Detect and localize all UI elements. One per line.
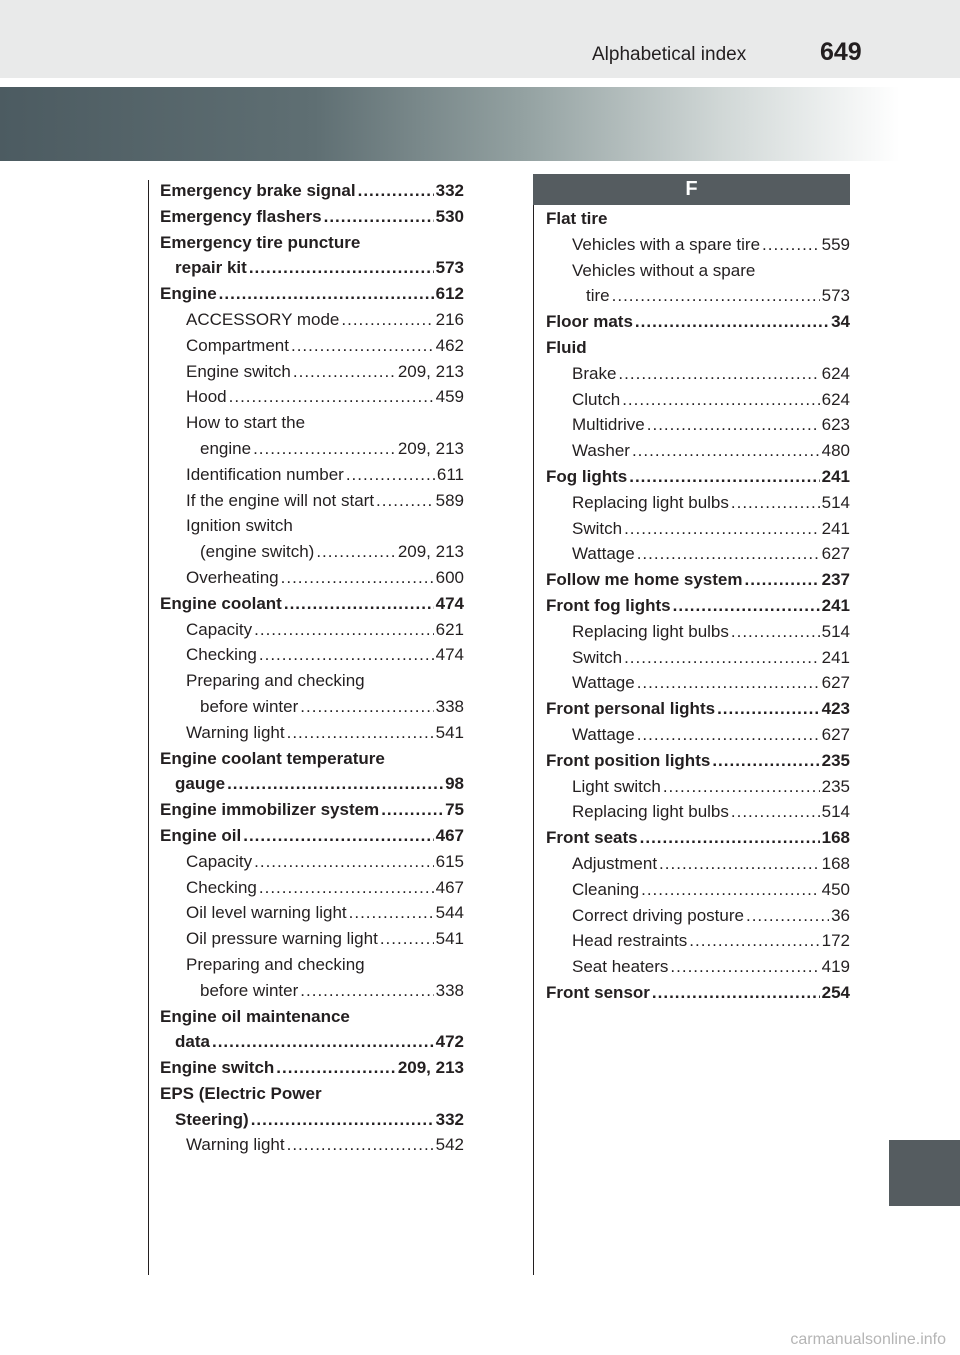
index-entry — [160, 849, 464, 875]
index-entry — [160, 1081, 464, 1107]
index-leader-dots — [243, 823, 433, 849]
index-leader-dots — [624, 516, 820, 542]
index-entry — [546, 516, 850, 542]
index-entry-page: 241 — [821, 595, 850, 615]
index-leader-dots — [219, 281, 434, 307]
index-entry-page: 423 — [821, 699, 850, 719]
index-leader-dots — [341, 307, 433, 333]
index-entry-page: 600 — [435, 567, 464, 587]
index-leader-dots — [376, 488, 434, 514]
index-leader-dots — [253, 436, 396, 462]
index-entry — [160, 978, 464, 1004]
index-leader-dots — [612, 283, 820, 309]
index-entry-page: 216 — [435, 309, 464, 329]
index-entry-page: 172 — [821, 931, 850, 951]
index-entry-page: 544 — [435, 903, 464, 923]
index-entry-page: 75 — [445, 800, 464, 820]
index-leader-dots — [712, 748, 819, 774]
index-leader-dots — [358, 178, 434, 204]
index-entry — [160, 281, 464, 307]
index-entry-page: 611 — [436, 464, 464, 484]
index-leader-dots — [254, 617, 433, 643]
index-leader-dots — [254, 849, 433, 875]
index-entry-term: Emergency tire puncture — [160, 232, 361, 252]
index-leader-dots — [629, 464, 819, 490]
index-entry — [546, 645, 850, 671]
index-entry-term: Engine coolant temperature — [160, 748, 385, 768]
index-entry — [546, 593, 850, 619]
index-entry-page: 627 — [821, 673, 850, 693]
index-leader-dots — [227, 771, 443, 797]
index-leader-dots — [670, 954, 819, 980]
index-entry-term: Flat tire — [546, 209, 608, 228]
index-entry-term: Checking — [186, 877, 257, 897]
index-leader-dots — [618, 361, 819, 387]
index-entry — [160, 823, 464, 849]
index-entry — [160, 204, 464, 230]
index-entry-page: 530 — [435, 206, 464, 226]
index-leader-dots — [324, 204, 434, 230]
index-leader-dots — [291, 333, 434, 359]
index-entry-term: Engine switch — [186, 361, 291, 381]
index-leader-dots — [637, 541, 820, 567]
index-entry-term: Engine oil — [160, 825, 242, 845]
index-entry-page: 254 — [821, 982, 850, 1002]
index-entry-page: 98 — [445, 774, 464, 794]
index-entry-page: 624 — [821, 363, 850, 383]
index-leader-dots — [647, 412, 820, 438]
index-entry-page: 332 — [435, 181, 464, 200]
index-entry-term: Replacing light bulbs — [572, 492, 729, 512]
index-entry — [546, 670, 850, 696]
index-entry-term: Checking — [186, 645, 257, 665]
index-leader-dots — [381, 797, 443, 823]
index-entry — [546, 825, 850, 851]
index-entry-term: Capacity — [186, 619, 253, 639]
index-leader-dots — [673, 593, 820, 619]
index-entry-page: 621 — [435, 619, 464, 639]
index-leader-dots — [746, 903, 829, 929]
index-entry-term: Washer — [572, 441, 630, 461]
index-entry-page: 467 — [435, 825, 464, 845]
index-entry-term: Fluid — [546, 337, 587, 357]
index-entry-term: If the engine will not start — [186, 490, 375, 510]
index-entry — [546, 438, 850, 464]
index-entry-page: 241 — [821, 466, 850, 486]
index-entry — [546, 232, 850, 258]
index-entry-term: before winter — [200, 696, 299, 716]
index-entry — [546, 206, 850, 232]
index-entry — [546, 412, 850, 438]
index-leader-dots — [624, 645, 820, 671]
index-leader-dots — [652, 980, 820, 1006]
index-entry-page: 332 — [435, 1109, 464, 1129]
index-entry — [160, 255, 464, 281]
index-entry-term: Wattage — [572, 544, 635, 564]
index-entry-page: 459 — [435, 387, 464, 407]
index-leader-dots — [731, 619, 820, 645]
index-entry-term: Replacing light bulbs — [572, 621, 729, 641]
index-entry — [160, 1004, 464, 1030]
header-gradient-band — [0, 87, 900, 161]
index-entry-term: Fog lights — [546, 466, 628, 486]
index-entry — [160, 746, 464, 772]
index-entry-page: 338 — [435, 980, 464, 1000]
index-leader-dots — [259, 642, 434, 668]
index-entry-page: 338 — [435, 696, 464, 716]
index-entry-page: 235 — [821, 776, 850, 796]
index-entry-term: Warning light — [186, 722, 285, 742]
index-entry-term: before winter — [200, 980, 299, 1000]
index-entry-page: 450 — [821, 879, 850, 899]
index-entry-page: 472 — [435, 1032, 464, 1052]
index-leader-dots — [745, 567, 820, 593]
index-entry-term: Cleaning — [572, 879, 640, 899]
index-entry — [546, 748, 850, 774]
index-entry — [546, 335, 850, 361]
index-leader-dots — [276, 1055, 396, 1081]
index-entry — [160, 488, 464, 514]
index-entry-term: Follow me home system — [546, 570, 743, 590]
index-leader-dots — [637, 670, 820, 696]
index-leader-dots — [731, 799, 820, 825]
index-entry-term: Correct driving posture — [572, 905, 744, 925]
index-entry-page: 514 — [821, 621, 850, 641]
index-leader-dots — [259, 875, 434, 901]
index-entry-page: 474 — [435, 645, 464, 665]
index-leader-dots — [637, 722, 820, 748]
index-entry-term: Engine — [160, 284, 217, 304]
index-leader-dots — [300, 694, 433, 720]
index-leader-dots — [663, 774, 820, 800]
index-entry — [160, 668, 464, 694]
index-entry — [546, 490, 850, 516]
index-entry — [546, 851, 850, 877]
index-leader-dots — [249, 255, 434, 281]
index-entry — [160, 436, 464, 462]
index-entry-term: Front fog lights — [546, 595, 671, 615]
index-entry-term: Clutch — [572, 389, 621, 409]
index-entry-term: Seat heaters — [572, 957, 669, 977]
index-entry — [160, 771, 464, 797]
index-leader-dots — [762, 232, 820, 258]
index-entry — [160, 875, 464, 901]
index-entry-term: Ignition switch — [186, 516, 293, 536]
index-leader-dots — [300, 978, 433, 1004]
index-entry-term: Light switch — [572, 776, 661, 796]
index-entry-term: Adjustment — [572, 853, 658, 873]
index-entry-term: Emergency flashers — [160, 206, 322, 226]
index-leader-dots — [349, 900, 434, 926]
index-entry — [546, 722, 850, 748]
index-entry-page: 209, 213 — [397, 1058, 464, 1078]
index-leader-dots — [659, 851, 820, 877]
index-entry — [546, 980, 850, 1006]
index-entry-term: Front position lights — [546, 750, 711, 770]
index-entry-term: Front personal lights — [546, 699, 716, 719]
index-entry — [546, 696, 850, 722]
index-entry-page: 624 — [821, 389, 850, 409]
index-entry-page: 627 — [821, 724, 850, 744]
index-entry — [546, 877, 850, 903]
index-entry-term: Engine switch — [160, 1058, 275, 1078]
section-title: Alphabetical index — [592, 44, 747, 65]
index-column-right — [546, 206, 850, 1006]
index-entry — [160, 1132, 464, 1158]
index-entry — [160, 1029, 464, 1055]
index-leader-dots — [212, 1029, 434, 1055]
index-entry-page: 480 — [821, 441, 850, 461]
header-bar — [0, 0, 960, 78]
index-entry-term: Overheating — [186, 567, 279, 587]
index-leader-dots — [229, 384, 434, 410]
index-entry — [160, 900, 464, 926]
index-leader-dots — [622, 387, 819, 413]
index-entry-term: repair kit — [175, 258, 247, 278]
index-entry-page: 209, 213 — [397, 542, 464, 562]
index-entry-page: 34 — [831, 312, 850, 332]
index-entry-page: 237 — [821, 570, 850, 590]
index-column-left — [160, 178, 464, 1158]
index-entry — [160, 178, 464, 204]
index-entry-term: Steering) — [175, 1109, 249, 1129]
index-entry-term: Compartment — [186, 335, 289, 355]
index-entry-term: data — [175, 1032, 210, 1052]
index-entry-page: 36 — [831, 905, 850, 925]
index-entry-term: How to start the — [186, 413, 306, 433]
index-entry-term: Engine oil maintenance — [160, 1006, 350, 1026]
index-letter-heading: F — [533, 174, 850, 205]
index-entry-page: 241 — [821, 518, 850, 538]
index-entry-term: Warning light — [186, 1135, 285, 1155]
index-entry-term: engine — [200, 438, 252, 458]
index-entry-term: Floor mats — [546, 312, 633, 332]
index-entry — [160, 1055, 464, 1081]
index-entry-term: Wattage — [572, 673, 635, 693]
index-entry — [546, 567, 850, 593]
index-entry-page: 514 — [821, 802, 850, 822]
index-entry-term: Brake — [572, 363, 617, 383]
index-entry-term: Preparing and checking — [186, 954, 365, 974]
index-entry-page: 419 — [821, 957, 850, 977]
index-leader-dots — [346, 462, 435, 488]
index-entry-term: ACCESSORY mode — [186, 309, 340, 329]
index-entry-page: 559 — [821, 234, 850, 254]
index-entry-page: 623 — [821, 415, 850, 435]
index-leader-dots — [641, 877, 820, 903]
column-rule-middle — [533, 180, 534, 1275]
index-entry-page: 168 — [821, 853, 850, 873]
index-leader-dots — [635, 309, 829, 335]
index-entry-term: Switch — [572, 518, 623, 538]
index-leader-dots — [281, 565, 434, 591]
index-entry — [160, 359, 464, 385]
index-leader-dots — [316, 539, 395, 565]
index-entry-term: Multidrive — [572, 415, 645, 435]
index-entry-term: Capacity — [186, 851, 253, 871]
index-entry-page: 615 — [435, 851, 464, 871]
index-entry — [546, 903, 850, 929]
index-leader-dots — [287, 720, 434, 746]
index-entry — [546, 309, 850, 335]
index-leader-dots — [251, 1107, 434, 1133]
index-entry-term: (engine switch) — [200, 542, 315, 562]
index-entry-term: Emergency brake signal — [160, 181, 356, 200]
index-entry — [160, 591, 464, 617]
index-entry — [546, 619, 850, 645]
index-entry-page: 514 — [821, 492, 850, 512]
index-entry — [160, 462, 464, 488]
index-entry-term: Hood — [186, 387, 227, 407]
index-entry-page: 573 — [435, 258, 464, 278]
index-leader-dots — [731, 490, 820, 516]
index-entry — [160, 384, 464, 410]
index-entry-term: Vehicles with a spare tire — [572, 234, 761, 254]
index-entry-term: Vehicles without a spare — [572, 260, 756, 280]
index-entry — [160, 952, 464, 978]
index-leader-dots — [717, 696, 820, 722]
index-entry — [160, 307, 464, 333]
index-entry — [160, 565, 464, 591]
index-entry-page: 573 — [821, 286, 850, 306]
index-entry — [160, 410, 464, 436]
index-entry-term: Switch — [572, 647, 623, 667]
index-entry-page: 235 — [821, 750, 850, 770]
index-leader-dots — [380, 926, 434, 952]
index-entry — [160, 513, 464, 539]
index-entry-page: 168 — [821, 828, 850, 848]
index-entry — [160, 539, 464, 565]
index-entry-page: 474 — [435, 593, 464, 613]
index-entry — [546, 387, 850, 413]
index-entry — [546, 928, 850, 954]
index-entry-term: Identification number — [186, 464, 344, 484]
index-leader-dots — [640, 825, 820, 851]
index-entry — [160, 720, 464, 746]
watermark: carmanualsonline.info — [790, 1331, 946, 1348]
index-entry — [160, 617, 464, 643]
index-leader-dots — [293, 359, 396, 385]
index-entry-term: gauge — [175, 774, 226, 794]
index-entry — [546, 774, 850, 800]
index-entry — [546, 799, 850, 825]
index-entry-page: 541 — [435, 722, 464, 742]
index-entry-term: Wattage — [572, 724, 635, 744]
index-entry-term: tire — [586, 286, 610, 306]
index-entry-term: Oil pressure warning light — [186, 929, 378, 949]
index-leader-dots — [287, 1132, 434, 1158]
index-entry-page: 589 — [435, 490, 464, 510]
index-entry-term: EPS (Electric Power — [160, 1083, 322, 1103]
index-entry-page: 542 — [435, 1135, 464, 1155]
index-leader-dots — [689, 928, 819, 954]
column-rule-left — [148, 180, 149, 1275]
index-entry — [160, 797, 464, 823]
index-entry-term: Oil level warning light — [186, 903, 347, 923]
index-entry-page: 627 — [821, 544, 850, 564]
index-entry-term: Front seats — [546, 828, 638, 848]
index-entry-page: 541 — [435, 929, 464, 949]
index-entry — [546, 361, 850, 387]
index-entry-page: 462 — [435, 335, 464, 355]
index-entry — [546, 258, 850, 284]
index-entry — [160, 926, 464, 952]
index-entry-term: Engine coolant — [160, 593, 282, 613]
index-entry-term: Front sensor — [546, 982, 650, 1002]
index-entry-page: 209, 213 — [397, 438, 464, 458]
index-entry — [160, 230, 464, 256]
index-leader-dots — [632, 438, 820, 464]
index-entry — [160, 333, 464, 359]
index-entry — [160, 642, 464, 668]
index-entry-term: Engine immobilizer system — [160, 800, 380, 820]
index-entry-term: Preparing and checking — [186, 671, 365, 691]
index-entry-term: Head restraints — [572, 931, 688, 951]
index-entry — [546, 541, 850, 567]
index-entry-page: 241 — [821, 647, 850, 667]
page-number: 649 — [820, 38, 862, 66]
index-entry — [160, 694, 464, 720]
index-entry-page: 467 — [435, 877, 464, 897]
index-entry-term: Replacing light bulbs — [572, 802, 729, 822]
index-entry-page: 209, 213 — [397, 361, 464, 381]
index-entry — [160, 1107, 464, 1133]
index-entry — [546, 464, 850, 490]
index-entry-page: 612 — [435, 284, 464, 304]
index-entry — [546, 954, 850, 980]
index-entry — [546, 283, 850, 309]
index-leader-dots — [284, 591, 434, 617]
section-side-tab — [889, 1140, 960, 1206]
